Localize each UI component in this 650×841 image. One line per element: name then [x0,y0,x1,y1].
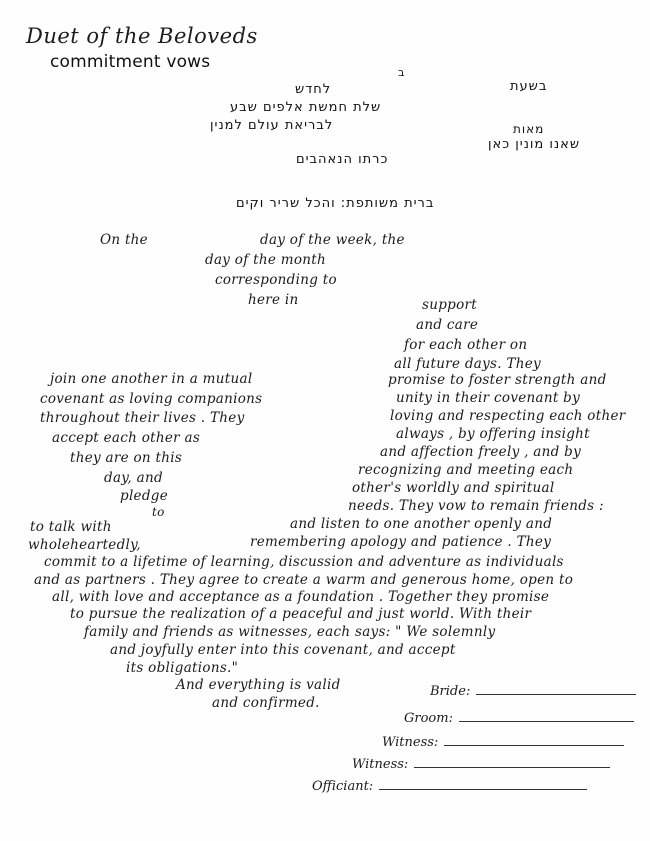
text-and-confirmed: and confirmed. [212,695,320,711]
signature-rule-witness-2[interactable] [414,767,610,768]
text-day-of-week: day of the week, the [260,232,405,248]
text-support: support [422,297,478,313]
signature-line-officiant[interactable] [312,779,587,794]
document-title: Duet of the Beloveds [26,24,258,48]
text-and-as-partners: and as partners . They agree to create a warm and generous home, open to [34,572,574,588]
hebrew-line-4: כרתו הנאהבים [296,152,389,167]
document-subtitle: commitment vows [50,52,211,72]
text-wholeheartedly: wholeheartedly, [28,537,141,553]
text-to: to [152,505,165,519]
text-and-listen: and listen to one another openly and [290,516,553,532]
text-promise-to-foster: promise to foster strength and [388,372,607,388]
text-family-and-friends: family and friends as witnesses, each says: " We solemnly [84,624,496,640]
text-and-joyfully: and joyfully enter into this covenant, and accept [110,642,456,658]
text-commit-to: commit to a lifetime of learning, discussion and adventure as individuals [44,554,564,570]
text-its-obligations: its obligations." [126,660,239,676]
signature-label-witness-2: Witness: [352,757,409,772]
text-and-care: and care [416,317,479,333]
signature-rule-witness-1[interactable] [444,745,624,746]
signature-rule-groom[interactable] [459,721,634,722]
text-for-each-other-on: for each other on [404,337,528,353]
text-and-affection: and affection freely , and by [380,444,582,460]
text-always-offering-insight: always , by offering insight [396,426,590,442]
text-covenant-as: covenant as loving companions [40,391,263,407]
text-to-pursue: to pursue the realization of a peaceful and just world. With their [70,606,532,622]
hebrew-line-1: לחדש [295,82,332,97]
signature-label-bride: Bride: [430,684,471,699]
hebrew-line-5: ברית משותפת: והכל שריר וקים [236,196,435,211]
text-all-with-love: all, with love and acceptance as a foundation . Together they promise [52,589,550,605]
signature-line-witness-1[interactable] [382,735,624,750]
text-all-future-days: all future days. They [394,356,541,372]
hebrew-line-3: לבריאת עולם למנין [210,118,334,133]
signature-rule-bride[interactable] [476,694,636,695]
text-needs-vow: needs. They vow to remain friends : [348,498,604,514]
signature-rule-officiant[interactable] [379,789,587,790]
text-and-everything-is-valid: And everything is valid [176,677,341,693]
hebrew-meot: מאות [513,122,545,136]
text-day-and: day, and [104,470,163,486]
text-they-are-on-this: they are on this [70,450,183,466]
hebrew-bet: ב [398,66,406,79]
hebrew-shaanu-monin-kan: שאנו מונין כאן [488,137,581,152]
signature-label-officiant: Officiant: [312,779,374,794]
hebrew-beshaat: בשעת [510,79,548,94]
signature-line-groom[interactable] [404,711,634,726]
text-to-talk-with: to talk with [30,519,112,535]
signature-label-groom: Groom: [404,711,453,726]
text-unity-in-covenant: unity in their covenant by [396,390,581,406]
hebrew-line-2: שלת חמשת אלפים שבע [230,100,382,115]
text-loving-respecting: loving and respecting each other [390,408,626,424]
text-recognizing: recognizing and meeting each [358,462,574,478]
signature-label-witness-1: Witness: [382,735,439,750]
text-accept-each-other: accept each other as [52,430,201,446]
text-throughout-their-lives: throughout their lives . They [40,410,245,426]
text-day-of-month: day of the month [205,252,326,268]
text-here-in: here in [248,292,299,308]
text-on-the: On the [100,232,148,248]
signature-line-witness-2[interactable] [352,757,610,772]
text-pledge: pledge [120,488,169,504]
text-corresponding-to: corresponding to [215,272,337,288]
text-others-worldly: other's worldly and spiritual [352,480,555,496]
signature-line-bride[interactable] [430,684,636,699]
text-remembering: remembering apology and patience . They [250,534,552,550]
text-join-one-another: join one another in a mutual [50,371,253,387]
